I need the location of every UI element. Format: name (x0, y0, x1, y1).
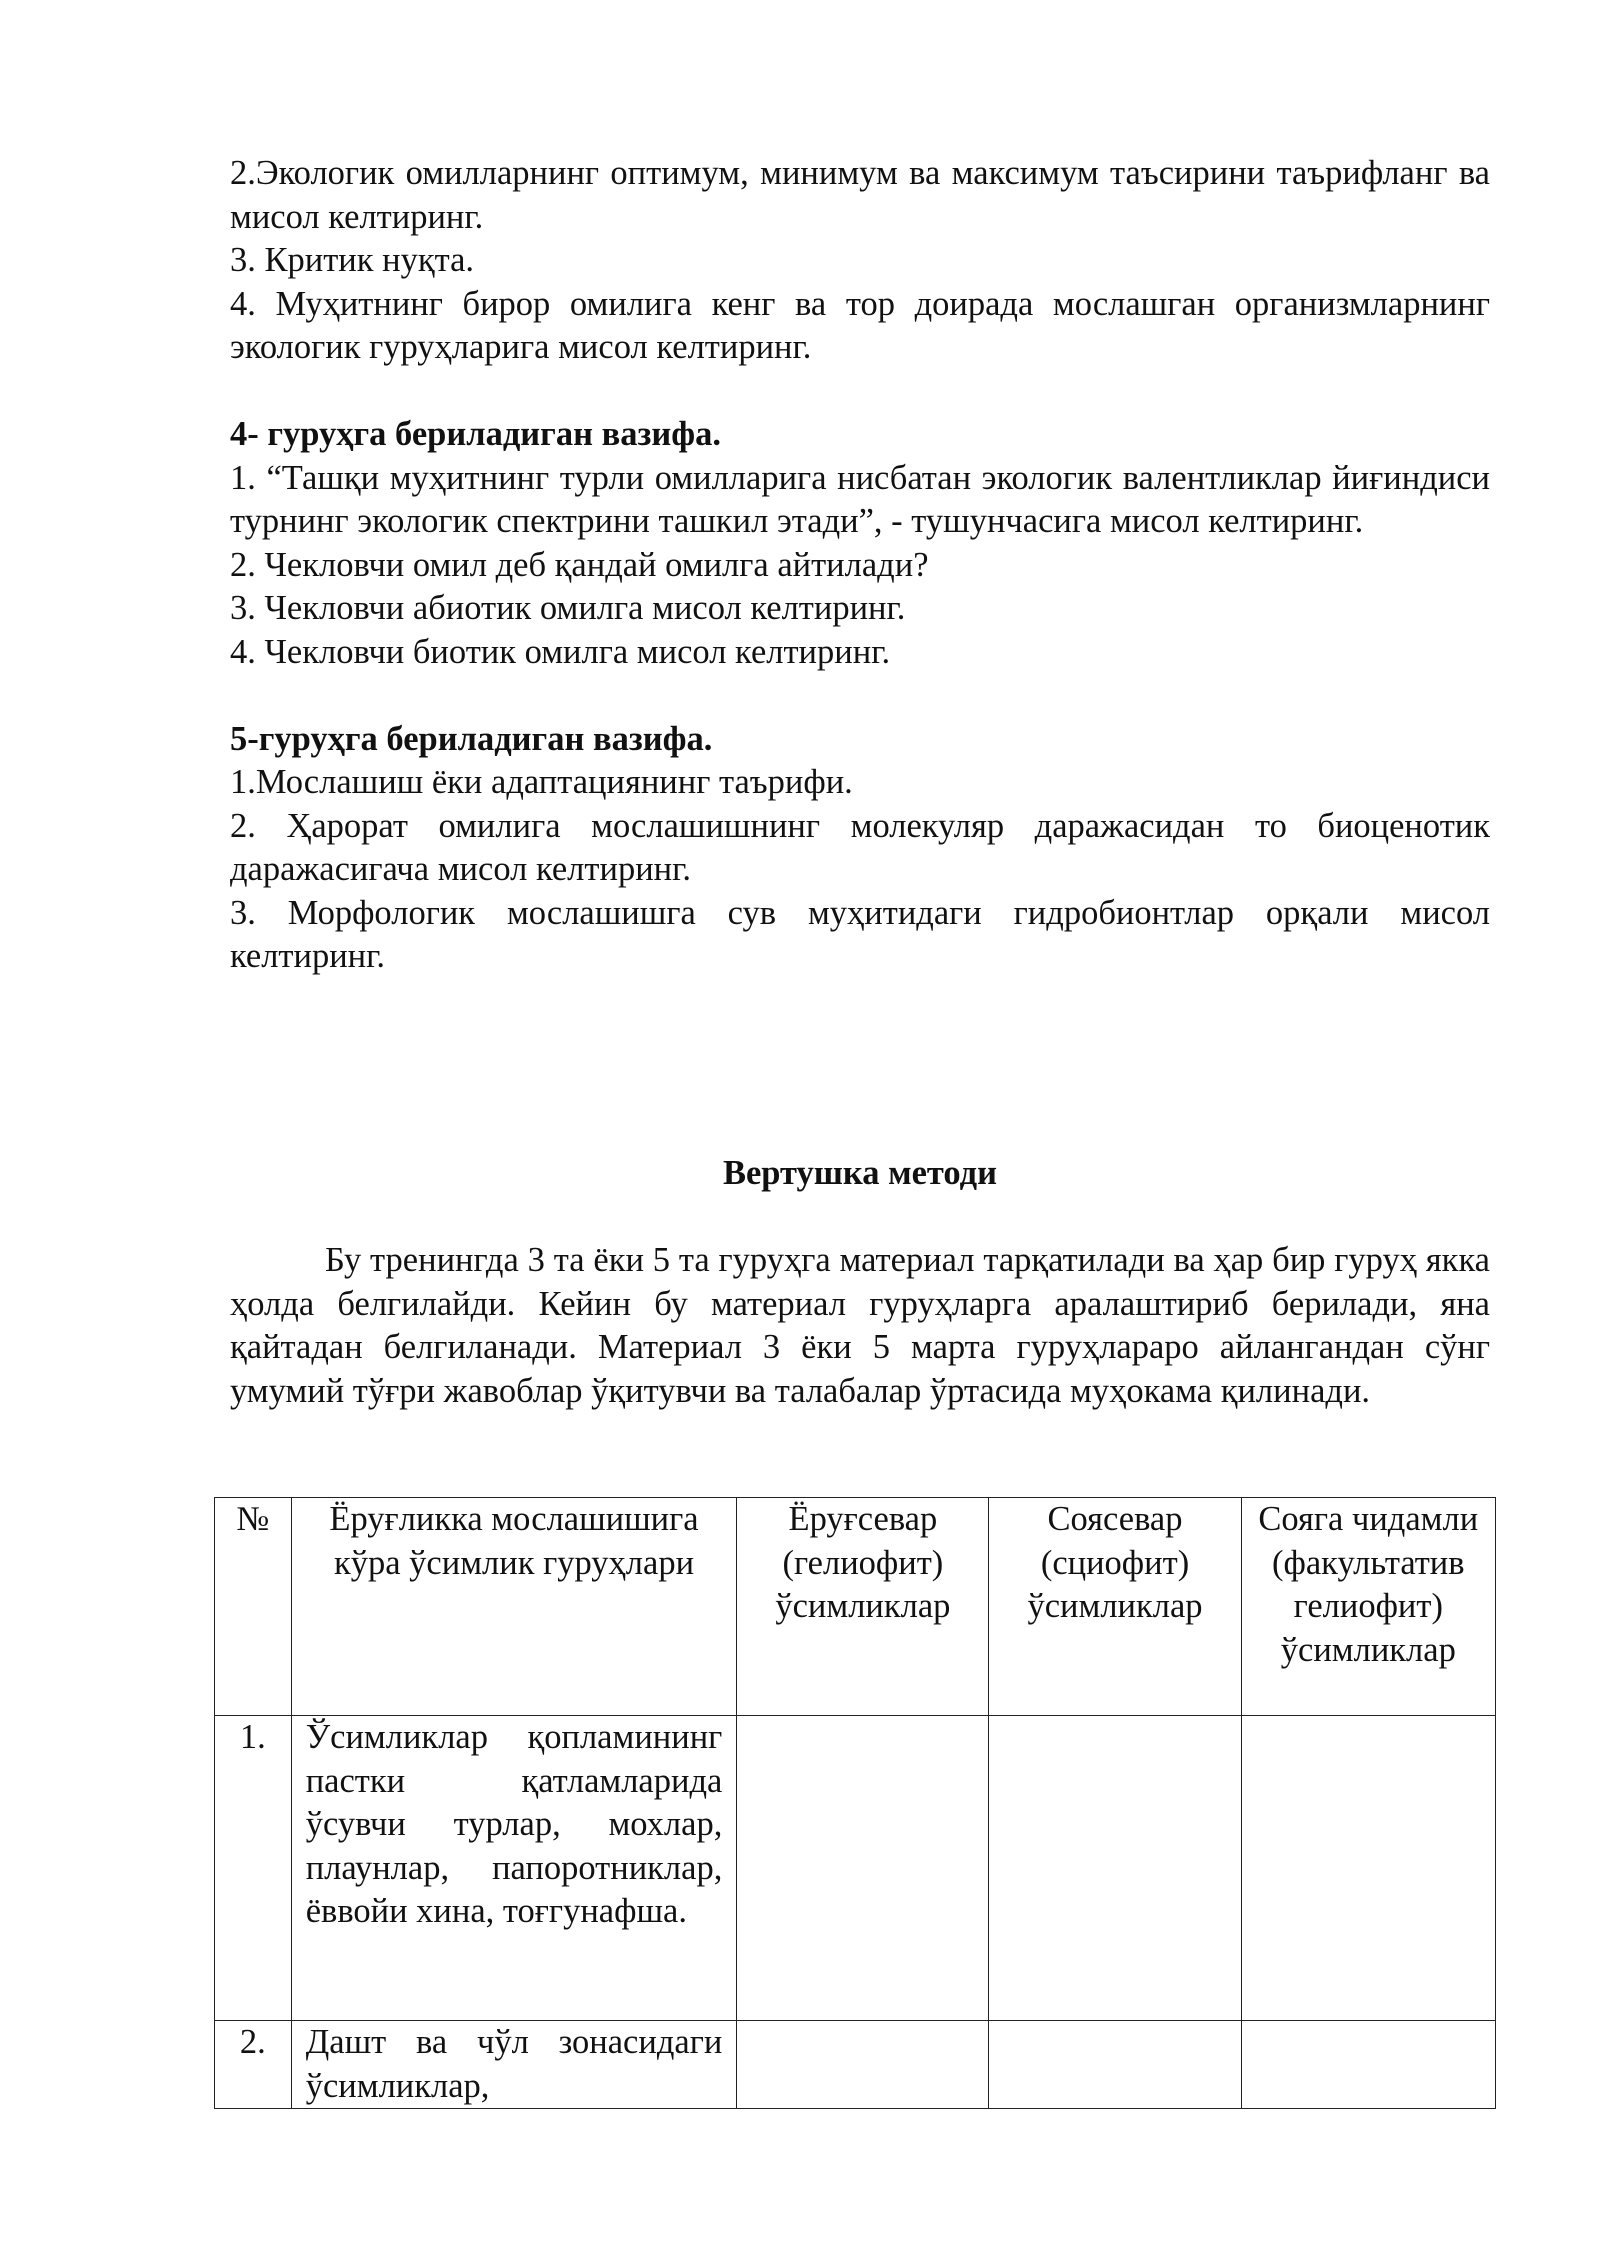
spacer (230, 1109, 1490, 1153)
spacer (230, 674, 1490, 718)
task4-item-1: 1. “Ташқи муҳитнинг турли омилларига нисбатан экологик валентликлар йиғиндиси турнинг экологик спектрини ташкил этади”, - тушунчасига мисол келтиринг. (230, 458, 1490, 540)
task5-item-3: 3. Морфологик мослашишга сув муҳитидаги гидробионтлар орқали мисол келтиринг. (230, 893, 1490, 975)
table-row (215, 2021, 1496, 2109)
task5-item-1: 1.Мослашиш ёки адаптациянинг таърифи. (230, 763, 853, 801)
header-sciophytes: Соясевар (сциофит) ўсимликлар (989, 1498, 1241, 1716)
task4-item-3: 3. Чекловчи абиотик омилга мисол келтиринг. (230, 589, 906, 627)
task5-item-2: 2. Ҳарорат омилига мослашишнинг молекуляр даражасидан то биоценотик даражасигача мисол келтиринг. (230, 806, 1490, 888)
task5-heading: 5-гуруҳга бериладиган вазифа. (230, 719, 713, 758)
row-number: 2. (215, 2021, 292, 2109)
row-plant-group: Дашт ва чўл зонасидаги ўсимликлар, (291, 2021, 737, 2109)
spacer (230, 370, 1490, 414)
task3-item-3: 3. Критик нуқта. (230, 241, 475, 279)
table-row (215, 1716, 1496, 2021)
method-title: Вертушка методи (722, 1154, 998, 1192)
cell-heliophytes[interactable] (737, 2021, 989, 2109)
header-plant-groups: Ёруғликка мослашишига кўра ўсимлик гуруҳлари (291, 1498, 737, 1716)
row-plant-group: Ўсимликлар қопламининг пастки қатламларида ўсувчи турлар, мохлар, плаунлар, папоротниклар, ёввойи хина, тоғгунафша. (291, 1716, 737, 2021)
light-adaptation-table (214, 1497, 1496, 2109)
cell-shade-tolerant[interactable] (1241, 2021, 1495, 2109)
header-heliophytes: Ёруғсевар (гелиофит) ўсимликлар (737, 1498, 989, 1716)
document-page (230, 152, 1490, 1413)
table-header-row (215, 1498, 1496, 1716)
task3-item-4: 4. Муҳитнинг бирор омилига кенг ва тор доирада мослашган организмларнинг экологик гуруҳларига мисол келтиринг. (230, 284, 1490, 366)
cell-heliophytes[interactable] (737, 1716, 989, 2021)
spacer (230, 1196, 1490, 1240)
cell-sciophytes[interactable] (989, 2021, 1241, 2109)
cell-sciophytes[interactable] (989, 1716, 1241, 2021)
cell-shade-tolerant[interactable] (1241, 1716, 1495, 2021)
task4-item-4: 4. Чекловчи биотик омилга мисол келтиринг. (230, 632, 891, 671)
task4-heading: 4- гуруҳга бериладиган вазифа. (230, 415, 721, 453)
task4-item-2: 2. Чекловчи омил деб қандай омилга айтилади? (230, 545, 929, 584)
method-paragraph: Бу тренингда 3 та ёки 5 та гуруҳга материал тарқатилади ва ҳар бир гуруҳ якка ҳолда белгилайди. Кейин бу материал гуруҳларга аралаштириб берилади, яна қайтадан белгиланади. Материал 3 ёки 5 марта гуруҳлараро айлангандан сўнг умумий тўғри жавоблар ўқитувчи ва талабалар ўртасида муҳокама қилинади. (230, 1241, 1490, 1410)
task3-item-2: 2.Экологик омилларнинг оптимум, минимум ва максимум таъсирини таърифланг ва мисол келтиринг. (230, 154, 1490, 236)
spacer (230, 979, 1490, 1109)
header-shade-tolerant: Сояга чидамли (факультатив гелиофит) ўсимликлар (1241, 1498, 1495, 1716)
row-number: 1. (215, 1716, 292, 2021)
header-number: № (215, 1498, 292, 1716)
